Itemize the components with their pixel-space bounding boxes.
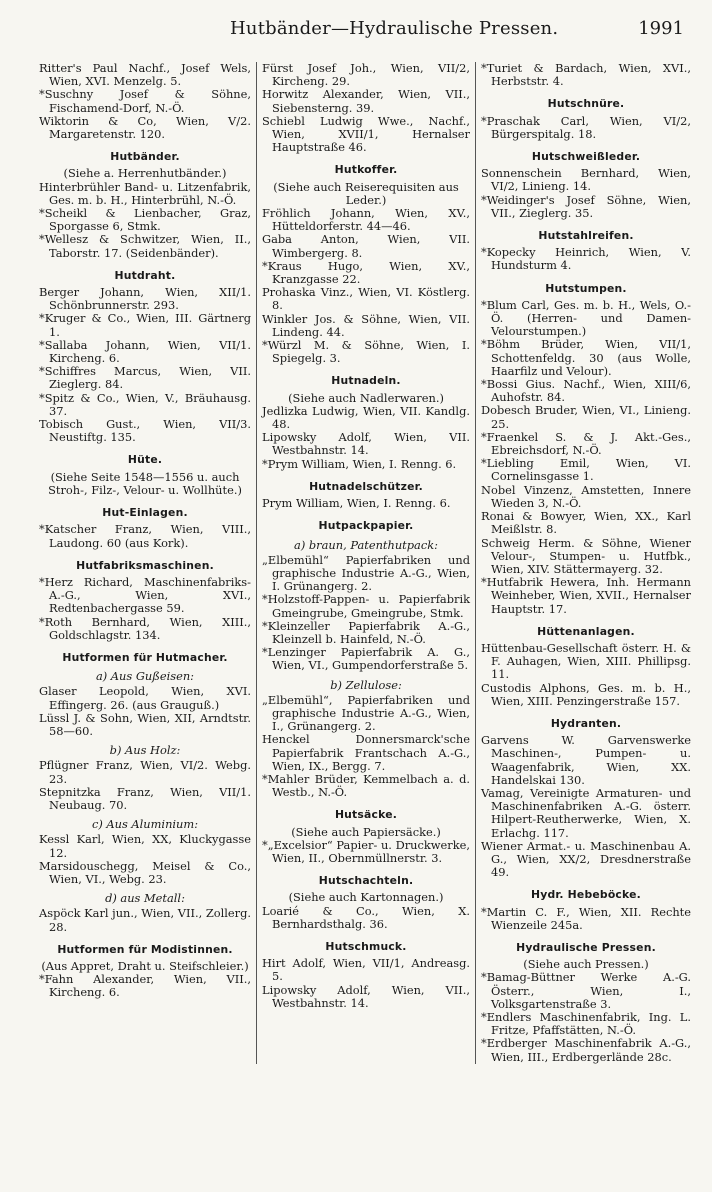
category-heading: Hutpackpapier. bbox=[318, 519, 414, 533]
directory-entry: Hinterbrühler Band- u. Litzenfabrik, Ges. m. b. H., Hinterbrühl, N.-Ö. bbox=[39, 179, 251, 207]
cross-reference-note: (Siehe auch Papiersäcke.) bbox=[291, 824, 441, 839]
cross-reference-note: (Siehe auch Nadlerwaren.) bbox=[288, 390, 444, 405]
directory-entry: Ritter's Paul Nachf., Josef Wels, Wien, XVI. Menzelg. 5. bbox=[39, 61, 251, 89]
directory-entry: Wiener Armat.- u. Maschinenbau A. G., Wien, XX/2, Dresdnerstraße 49. bbox=[481, 838, 691, 880]
directory-entry: Ronai & Bowyer, Wien, XX., Karl Meißlstr. 8. bbox=[481, 509, 691, 537]
directory-entry: Winkler Jos. & Söhne, Wien, VII. Lindeng. 44. bbox=[262, 311, 470, 339]
category-heading: Hydraulische Pressen. bbox=[516, 940, 656, 954]
directory-entry: *Scheikl & Lienbacher, Graz, Sporgasse 6, Stmk. bbox=[39, 206, 251, 234]
directory-entry: Berger Johann, Wien, XII/1. Schönbrunnerstr. 293. bbox=[39, 285, 251, 313]
category-heading: Hutstahlreifen. bbox=[538, 229, 634, 243]
category-heading: Hutnadeln. bbox=[331, 374, 401, 388]
category-heading: Hutformen für Modistinnen. bbox=[57, 942, 233, 956]
column-2 bbox=[256, 62, 476, 1064]
directory-entry: Sonnenschein Bernhard, Wien, VI/2, Linieng. 14. bbox=[481, 166, 691, 194]
category-heading: Hutschnüre. bbox=[547, 97, 625, 111]
directory-entry: Prohaska Vinz., Wien, VI. Köstlerg. 8. bbox=[262, 285, 470, 313]
directory-entry: *Spitz & Co., Wien, V., Bräuhausg. 37. bbox=[39, 390, 251, 418]
cross-reference-note: (Siehe auch Pressen.) bbox=[523, 957, 649, 972]
category-heading: Hutdraht. bbox=[114, 268, 176, 282]
directory-entry: Fürst Josef Joh., Wien, VII/2, Kircheng. 29. bbox=[262, 61, 470, 89]
directory-entry: *Sallaba Johann, Wien, VII/1. Kircheng. 6. bbox=[39, 337, 251, 366]
category-heading: Hydranten. bbox=[550, 716, 622, 730]
category-heading: Hutkoffer. bbox=[334, 163, 398, 177]
directory-entry: Lipowsky Adolf, Wien, VII. Westbahnstr. 14. bbox=[262, 430, 470, 458]
directory-entry: *Weidinger's Josef Söhne, Wien, VII., Zieglerg. 35. bbox=[481, 192, 691, 220]
directory-entry: Wiktorin & Co, Wien, V/2. Margaretenstr. 120. bbox=[39, 113, 251, 142]
columns bbox=[34, 62, 696, 1064]
directory-entry: *Lenzinger Papierfabrik A. G., Wien, VI., Gumpendorferstraße 5. bbox=[262, 645, 470, 673]
directory-entry: *Bossi Gius. Nachf., Wien, XIII/6, Auhofstr. 84. bbox=[481, 377, 691, 405]
directory-entry: *Prym William, Wien, I. Renng. 6. bbox=[262, 456, 457, 471]
directory-entry: *Katscher Franz, Wien, VIII., Laudong. 60 (aus Kork). bbox=[39, 522, 251, 550]
directory-entry: *Würzl M. & Söhne, Wien, I. Spiegelg. 3. bbox=[262, 338, 470, 366]
category-heading: Hutstumpen. bbox=[545, 281, 627, 295]
directory-entry: *„Excelsior“ Papier- u. Druckwerke, Wien, II., Obernmüllnerstr. 3. bbox=[262, 837, 470, 865]
directory-entry: Aspöck Karl jun., Wien, VII., Zollerg. 28. bbox=[39, 906, 251, 934]
cross-reference-note: (Siehe a. Herrenhutbänder.) bbox=[63, 166, 227, 181]
directory-entry: Nobel Vinzenz, Amstetten, Innere Wieden 3, N.-Ö. bbox=[481, 482, 691, 510]
subcategory-heading: b) Aus Holz: bbox=[109, 743, 181, 758]
directory-entry: Fröhlich Johann, Wien, XV., Hütteldorferstr. 44—46. bbox=[262, 206, 470, 234]
category-heading: Hut-Einlagen. bbox=[102, 506, 188, 520]
directory-entry: Jedlizka Ludwig, Wien, VII. Kandlg. 48. bbox=[262, 403, 470, 432]
directory-entry: *Martin C. F., Wien, XII. Rechte Wienzeile 245a. bbox=[481, 904, 691, 932]
subcategory-heading: b) Zellulose: bbox=[330, 677, 402, 692]
directory-entry: *Herz Richard, Maschinenfabriks-A.-G., Wien, XVI., Redtenbachergasse 59. bbox=[39, 574, 251, 616]
directory-entry: *Endlers Maschinenfabrik, Ing. L. Fritze, Pfaffstätten, N.-Ö. bbox=[481, 1010, 691, 1038]
category-heading: Hüttenanlagen. bbox=[537, 624, 635, 638]
category-heading: Hydr. Hebeböcke. bbox=[531, 888, 641, 902]
cross-reference-note: (Siehe auch Kartonnagen.) bbox=[288, 890, 444, 905]
directory-entry: Schweig Herm. & Söhne, Wiener Velour-, Stumpen- u. Hutfbk., Wien, XIV. Stättermayerg. 32. bbox=[481, 535, 691, 576]
category-heading: Hutfabriksmaschinen. bbox=[76, 558, 214, 572]
category-heading: Hutbänder. bbox=[110, 150, 180, 164]
directory-entry: Garvens W. Garvenswerke Maschinen-, Pumpen- u. Waagenfabrik, Wien, XX. Handelskai 130. bbox=[481, 733, 691, 787]
directory-entry: *Liebling Emil, Wien, VI. Cornelinsgasse 1. bbox=[481, 456, 691, 484]
directory-entry: Stepnitzka Franz, Wien, VII/1. Neubaug. 70. bbox=[39, 784, 251, 812]
directory-entry: *Erdberger Maschinenfabrik A.-G., Wien, III., Erdbergerlände 28c. bbox=[481, 1036, 691, 1064]
cross-reference-note: (Siehe auch Reiserequisiten aus Leder.) bbox=[273, 179, 459, 207]
directory-entry: *Blum Carl, Ges. m. b. H., Wels, O.-Ö. (Herren- und Damen-Velourstumpen.) bbox=[481, 297, 691, 339]
directory-entry: *Suschny Josef & Söhne, Fischamend-Dorf, N.-Ö. bbox=[39, 87, 251, 115]
directory-entry: *Böhm Brüder, Wien, VII/1, Schottenfeldg. 30 (aus Wolle, Haarfilz und Velour). bbox=[481, 337, 691, 378]
directory-entry: *Kraus Hugo, Wien, XV., Kranzgasse 22. bbox=[262, 258, 470, 287]
directory-entry: *Hutfabrik Hewera, Inh. Hermann Weinheber, Wien, XVII., Hernalser Hauptstr. 17. bbox=[481, 575, 691, 616]
directory-entry: Horwitz Alexander, Wien, VII., Siebensterng. 39. bbox=[262, 87, 470, 115]
page-number: 1991 bbox=[638, 18, 684, 39]
category-heading: Hutnadelschützer. bbox=[309, 479, 423, 493]
directory-entry: *Fraenkel S. & J. Akt.-Ges., Ebreichsdorf, N.-Ö. bbox=[481, 429, 691, 458]
directory-entry: *Mahler Brüder, Kemmelbach a. d. Westb., N.-Ö. bbox=[262, 771, 470, 800]
page-header bbox=[34, 12, 702, 42]
category-heading: Hutschmuck. bbox=[325, 939, 407, 953]
directory-entry: Vamag, Vereinigte Armaturen- und Maschinenfabriken A.-G. österr. Hilpert-Reutherwerke, Wien, X. Erlachg. 117. bbox=[481, 785, 691, 840]
category-heading: Hutschachteln. bbox=[318, 874, 414, 888]
directory-entry: *Bamag-Büttner Werke A.-G. Österr., Wien, I., Volksgartenstraße 3. bbox=[481, 970, 691, 1011]
page-title: Hutbänder—Hydraulische Pressen. bbox=[230, 18, 559, 39]
directory-entry: „Elbemühl“ Papierfabriken und graphische Industrie A.-G., Wien, I. Grünangerg. 2. bbox=[262, 552, 470, 594]
directory-entry: *Fahn Alexander, Wien, VII., Kircheng. 6. bbox=[39, 972, 251, 1000]
directory-entry: *Kleinzeller Papierfabrik A.-G., Kleinzell b. Hainfeld, N.-Ö. bbox=[262, 618, 470, 646]
directory-entry: *Schiffres Marcus, Wien, VII. Zieglerg. 84. bbox=[39, 364, 251, 392]
subcategory-heading: d) aus Metall: bbox=[105, 891, 185, 906]
directory-entry: Henckel Donnersmarck'sche Papierfabrik Frantschach A.-G., Wien, IX., Bergg. 7. bbox=[262, 732, 470, 773]
directory-entry: Dobesch Bruder, Wien, VI., Linieng. 25. bbox=[481, 403, 691, 431]
directory-entry: Kessl Karl, Wien, XX, Kluckygasse 12. bbox=[39, 832, 251, 860]
subcategory-heading: a) Aus Gußeisen: bbox=[95, 669, 195, 684]
directory-entry: *Wellesz & Schwitzer, Wien, II., Taborstr. 17. (Seidenbänder). bbox=[39, 232, 251, 260]
cross-reference-note: (Aus Appret, Draht u. Steifschleier.) bbox=[41, 958, 249, 973]
directory-entry: *Kruger & Co., Wien, III. Gärtnerg 1. bbox=[39, 311, 251, 339]
directory-entry: Schiebl Ludwig Wwe., Nachf., Wien, XVII/1, Hernalser Hauptstraße 46. bbox=[262, 113, 470, 155]
category-heading: Hutformen für Hutmacher. bbox=[62, 650, 228, 664]
directory-entry: *Kopecky Heinrich, Wien, V. Hundsturm 4. bbox=[481, 245, 691, 273]
category-heading: Hutsäcke. bbox=[334, 808, 398, 822]
cross-reference-note: (Siehe Seite 1548—1556 u. auch Stroh-, Filz-, Velour- u. Wollhüte.) bbox=[48, 469, 242, 497]
directory-entry: Glaser Leopold, Wien, XVI. Effingerg. 26. (aus Grauguß.) bbox=[39, 684, 251, 712]
directory-entry: Lipowsky Adolf, Wien, VII., Westbahnstr. 14. bbox=[262, 982, 470, 1010]
directory-entry: *Turiet & Bardach, Wien, XVI., Herbststr. 4. bbox=[481, 61, 691, 89]
directory-entry: Pflügner Franz, Wien, VI/2. Webg. 23. bbox=[39, 758, 251, 786]
column-1 bbox=[34, 62, 256, 1064]
subcategory-heading: a) braun, Patenthutpack: bbox=[294, 537, 438, 552]
directory-entry: Custodis Alphons, Ges. m. b. H., Wien, XIII. Penzingerstraße 157. bbox=[481, 680, 691, 708]
directory-entry: Hirt Adolf, Wien, VII/1, Andreasg. 5. bbox=[262, 956, 470, 984]
directory-entry: Lüssl J. & Sohn, Wien, XII, Arndtstr. 58—60. bbox=[39, 710, 251, 738]
subcategory-heading: c) Aus Aluminium: bbox=[91, 817, 199, 832]
directory-entry: *Roth Bernhard, Wien, XIII., Goldschlagstr. 134. bbox=[39, 614, 251, 642]
directory-entry: Prym William, Wien, I. Renng. 6. bbox=[262, 496, 451, 511]
directory-entry: *Praschak Carl, Wien, VI/2, Bürgerspitalg. 18. bbox=[481, 113, 691, 141]
column-3 bbox=[476, 62, 696, 1064]
directory-entry: Marsidouschegg, Meisel & Co., Wien, VI., Webg. 23. bbox=[39, 858, 251, 886]
category-heading: Hüte. bbox=[127, 453, 163, 467]
directory-entry: Gaba Anton, Wien, VII. Wimbergerg. 8. bbox=[262, 232, 470, 260]
directory-entry: *Holzstoff-Pappen- u. Papierfabrik Gmeingrube, Gmeingrube, Stmk. bbox=[262, 592, 470, 620]
directory-entry: Loarié & Co., Wien, X. Bernhardsthalg. 36. bbox=[262, 903, 470, 931]
category-heading: Hutschweißleder. bbox=[531, 150, 641, 164]
directory-entry: Hüttenbau-Gesellschaft österr. H. & F. Auhagen, Wien, XIII. Phillipsg. 11. bbox=[481, 640, 691, 682]
directory-entry: Tobisch Gust., Wien, VII/3. Neustiftg. 135. bbox=[39, 417, 251, 445]
directory-entry: „Elbemühl“, Papierfabriken und graphische Industrie A.-G., Wien, I., Grünangerg. 2. bbox=[262, 692, 470, 734]
